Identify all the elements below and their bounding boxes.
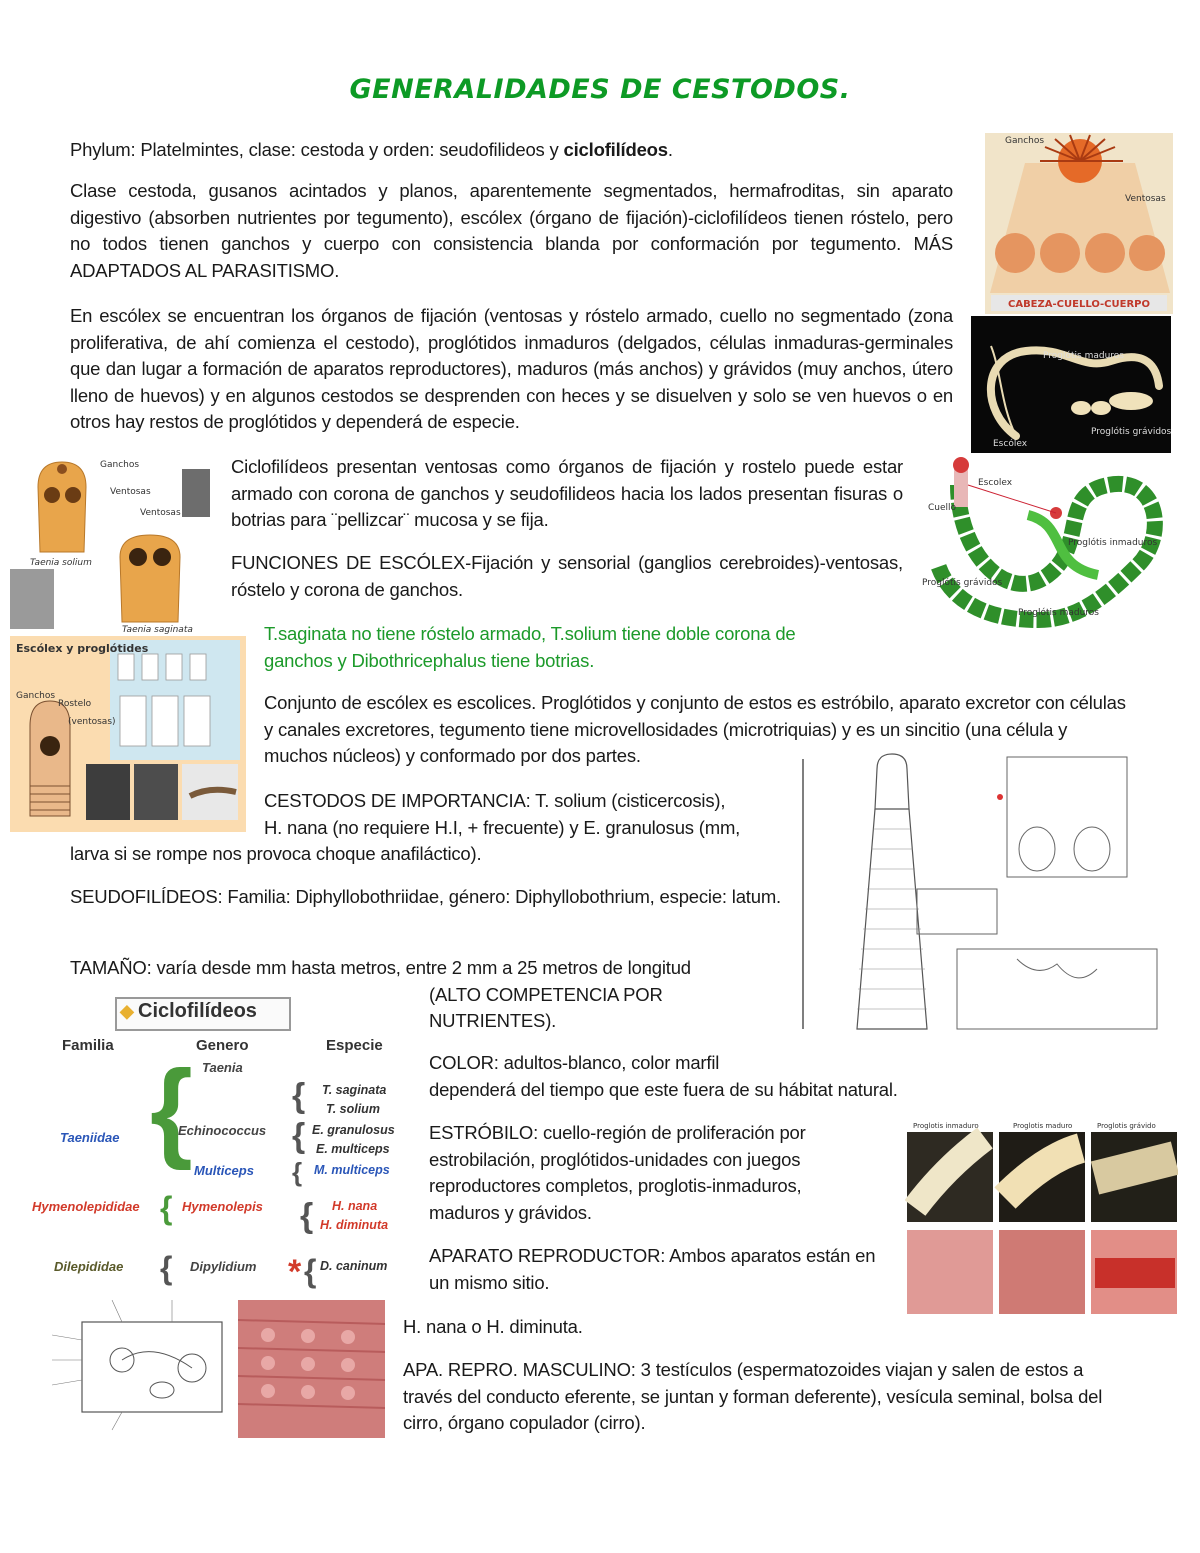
figure-excretory-diagram xyxy=(797,749,1183,1045)
taxonomy-title-icon: ◆ xyxy=(120,1001,134,1021)
scolex-label-ventosas2: Ventosas xyxy=(140,508,181,518)
brace-taeniidae: { xyxy=(150,1048,193,1171)
color-line-2: dependerá del tiempo que este fuera de su hábitat natural. xyxy=(429,1079,898,1100)
figure-green-tapeworm xyxy=(918,455,1180,632)
paragraph-aparato: APARATO REPRODUCTOR: Ambos aparatos están en un mismo sitio. xyxy=(429,1245,876,1293)
col-genero: Genero xyxy=(196,1037,249,1054)
paragraph-funciones: FUNCIONES DE ESCÓLEX-Fijación y sensorial (ganglios cerebroides)-ventosas, róstelo y corona de ganchos. xyxy=(231,552,903,600)
genero-taenia: Taenia xyxy=(202,1060,243,1075)
genero-hymenolepis: Hymenolepis xyxy=(182,1199,263,1214)
paragraph-hnana: H. nana o H. diminuta. xyxy=(403,1316,583,1337)
head-label-ganchos: Ganchos xyxy=(1005,136,1045,146)
taxonomy-table xyxy=(30,995,410,1290)
figure-reproductive-diagram xyxy=(52,1300,232,1438)
col-especie: Especie xyxy=(326,1037,383,1054)
figure-worm-dark xyxy=(971,316,1171,453)
worm-label-maduros: Proglótis maduros xyxy=(1043,351,1124,361)
scolex-label-saginata: Taenia saginata xyxy=(122,625,193,635)
prog-label-ganchos: Ganchos xyxy=(16,691,56,701)
page-title: GENERALIDADES DE CESTODOS. xyxy=(349,74,851,105)
head-label-ventosas: Ventosas xyxy=(1125,194,1166,204)
phylum-bold: ciclofilídeos xyxy=(563,139,668,160)
cestodos-line-3: larva si se rompe nos provoca choque anafiláctico). xyxy=(70,843,482,864)
color-line-1: COLOR: adultos-blanco, color marfil xyxy=(429,1052,720,1073)
paragraph-green-note: T.saginata no tiene róstelo armado, T.solium tiene doble corona de ganchos y Dibothricephalus tiene botrias. xyxy=(264,623,796,671)
paragraph-escolex: En escólex se encuentran los órganos de fijación (ventosas y róstelo armado, cuello no segmentado (zona proliferativa, de ahí comienza el cestodo), proglótidos inmaduros (delgados, células inmaduras-germinales que dan lugar a formación de aparatos reproductores), maduros (más anchos) y grávidos (muy anchos, útero lleno de huevos) y en algunos cestodos se desprenden con heces y se disuelven y solo se ven huevos o en otros hay restos de proglótidos y dependerá de especie. xyxy=(70,305,953,432)
brace-dipy2: { xyxy=(304,1253,317,1289)
brace-hymeno: { xyxy=(160,1190,173,1226)
phylum-end: . xyxy=(667,139,673,160)
paragraph-estrobilo: ESTRÓBILO: cuello-región de proliferación por estrobilación, proglótidos-unidades con juegos reproductores completos, proglotis-inmaduros, maduros y grávidos. xyxy=(429,1122,806,1223)
cestodos-line-1: CESTODOS DE IMPORTANCIA: T. solium (cisticercosis), xyxy=(264,790,726,811)
especie-saginata: T. saginata xyxy=(322,1083,387,1097)
familia-taeniidae: Taeniidae xyxy=(60,1130,120,1145)
figure-pink-micrograph xyxy=(238,1300,385,1438)
figure-scolex-head xyxy=(985,133,1173,314)
genero-dipylidium: Dipylidium xyxy=(190,1259,257,1274)
green-label-inmaduros: Proglótis inmaduros xyxy=(1068,538,1158,548)
prog-title: Escólex y proglótides xyxy=(16,642,149,655)
head-caption: CABEZA-CUELLO-CUERPO xyxy=(1007,299,1151,310)
brace-dipy: * xyxy=(288,1253,302,1291)
paragraph-conjunto: Conjunto de escólex es escolices. Proglótidos y conjunto de estos es estróbilo, aparato excretor con células y canales excretores, tegumento tiene microvellosidades (microtriquias) y es un sincitio (una célula y muchos núcleos) y conformado por dos partes. xyxy=(264,692,1126,766)
especie-diminuta: H. diminuta xyxy=(320,1218,389,1232)
figure-escolex-proglotides xyxy=(10,636,246,832)
tamano-line-3: NUTRIENTES). xyxy=(429,1010,557,1031)
genero-multiceps: Multiceps xyxy=(194,1163,254,1178)
brace-echino: { xyxy=(292,1117,306,1155)
worm-label-escolex: Escólex xyxy=(993,439,1028,449)
scolex-label-solium: Taenia solium xyxy=(30,558,92,568)
photo-label-maduro: Proglotis maduro xyxy=(1013,1122,1073,1130)
brace-taenia: { xyxy=(292,1077,306,1115)
phylum-line xyxy=(70,137,950,164)
scolex-label-ventosas: Ventosas xyxy=(110,487,151,497)
green-label-maduros: Proglótis maduros xyxy=(1018,608,1099,618)
tamano-line-2: (ALTO COMPETENCIA POR xyxy=(429,984,663,1005)
paragraph-clase-cestoda: Clase cestoda, gusanos acintados y planos, aparentemente segmentados, hermafroditas, sin aparato digestivo (absorben nutrientes por tegumento), escólex (órgano de fijación)-ciclofilídeos tienen róstelo, pero no todos tienen ganchos y cuerpo con consistencia blanda por conformación por tegumento. MÁS ADAPTADOS AL PARASITISMO. xyxy=(70,180,953,281)
especie-m-multiceps: M. multiceps xyxy=(314,1163,390,1177)
prog-label-rostelo: Rostelo xyxy=(58,699,92,709)
photo-label-inmaduro: Proglotis inmaduro xyxy=(913,1122,979,1130)
green-label-cuello: Cuello xyxy=(928,503,957,513)
photo-label-gravido: Proglotis grávido xyxy=(1097,1122,1156,1130)
paragraph-ciclofilideos: Ciclofilídeos presentan ventosas como órganos de fijación y rostelo puede estar armado con corona de ganchos y seudofilideos hacia los lados presentan fisuras o botrias para ¨pellizcar¨ mucosa y se fija. xyxy=(231,456,903,530)
especie-nana: H. nana xyxy=(332,1199,378,1213)
taxonomy-title: Ciclofilídeos xyxy=(138,1000,257,1022)
paragraph-masculino: APA. REPRO. MASCULINO: 3 testículos (espermatozoides viajan y salen de estos a través del conducto eferente, se juntan y forman deferente), vesícula seminal, bolsa del cirro, órgano copulador (cirro). xyxy=(403,1359,1103,1433)
worm-label-gravidos: Proglótis grávidos xyxy=(1091,427,1171,437)
green-label-gravidos: Proglótis grávidos xyxy=(922,578,1003,588)
green-label-escolex: Escolex xyxy=(978,478,1013,488)
especie-e-multiceps: E. multiceps xyxy=(316,1142,390,1156)
especie-granulosus: E. granulosus xyxy=(312,1123,395,1137)
paragraph-seudofilideos: SEUDOFILÍDEOS: Familia: Diphyllobothriidae, género: Diphyllobothrium, especie: latum. xyxy=(70,886,781,907)
scolex-label-ganchos: Ganchos xyxy=(100,460,140,470)
familia-hymenolepididae: Hymenolepididae xyxy=(32,1199,140,1214)
prog-label-ventosas: (ventosas) xyxy=(68,717,116,727)
tamano-line-1: TAMAÑO: varía desde mm hasta metros, entre 2 mm a 25 metros de longitud xyxy=(70,957,691,978)
familia-dilepididae: Dilepididae xyxy=(54,1259,124,1274)
brace-hymenolepis: { xyxy=(300,1197,314,1235)
brace-dilep: { xyxy=(160,1250,173,1286)
figure-proglottid-photos xyxy=(905,1118,1178,1316)
brace-multiceps: { xyxy=(292,1157,303,1187)
genero-echinococcus: Echinococcus xyxy=(178,1123,267,1138)
cestodos-line-2: H. nana (no requiere H.I, + frecuente) y E. granulosus (mm, xyxy=(264,817,741,838)
col-familia: Familia xyxy=(62,1037,114,1054)
figure-taenia-scolices xyxy=(10,457,212,635)
especie-solium: T. solium xyxy=(326,1102,380,1116)
phylum-text: Phylum: Platelmintes, clase: cestoda y orden: seudofilideos y xyxy=(70,139,564,160)
especie-caninum: D. caninum xyxy=(320,1259,388,1273)
